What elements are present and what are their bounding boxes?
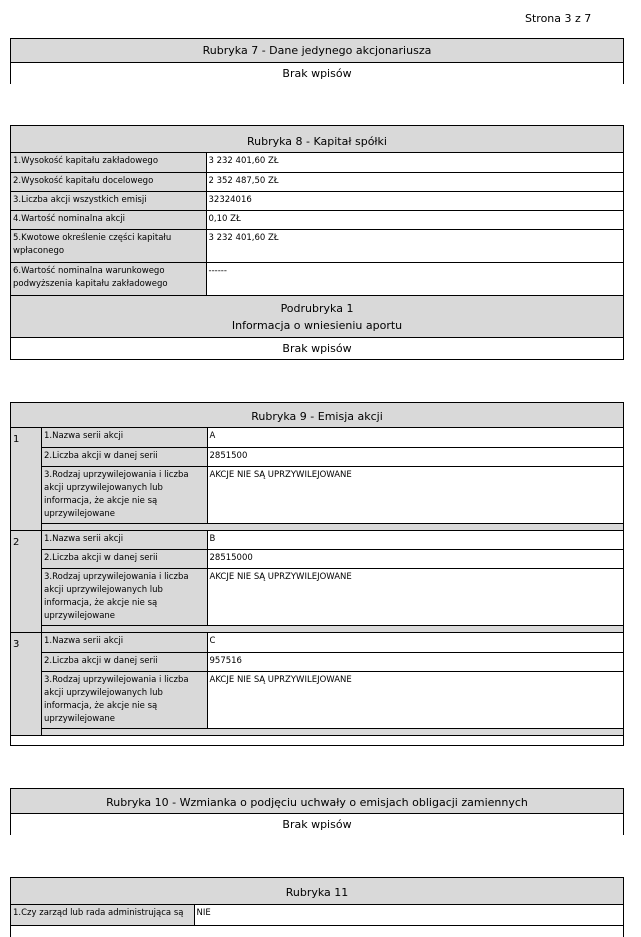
table-row [11, 210, 623, 229]
capital-table [11, 153, 623, 296]
field-label: 6.Wartość nominalna warunkowego podwyższenia kapitału zakładowego [11, 262, 206, 295]
field-value: ------ [206, 262, 623, 295]
table-row [11, 905, 623, 925]
section-r10-title: Rubryka 10 - Wzmianka o podjęciu uchwały o emisjach obligacji zamiennych [11, 789, 623, 814]
section-r10 [10, 788, 624, 835]
field-label: 3.Rodzaj uprzywilejowania i liczba akcji uprzywilejowanych lub informacja, że akcje nie są uprzywilejowane [42, 671, 207, 728]
table-row [11, 191, 623, 210]
table-row [42, 569, 623, 626]
field-value: B [207, 531, 623, 550]
r11-table [11, 905, 623, 926]
section-r11 [10, 877, 624, 937]
table-row [42, 531, 623, 550]
table-row [11, 172, 623, 191]
field-label: 5.Kwotowe określenie części kapitału wpłaconego [11, 229, 206, 262]
field-value: AKCJE NIE SĄ UPRZYWILEJOWANE [207, 569, 623, 626]
table-row [42, 652, 623, 671]
field-label: 1.Nazwa serii akcji [42, 428, 207, 447]
field-label: 2.Wysokość kapitału docelowego [11, 172, 206, 191]
section-r7-title: Rubryka 7 - Dane jedynego akcjonariusza [11, 39, 623, 63]
field-value: AKCJE NIE SĄ UPRZYWILEJOWANE [207, 466, 623, 523]
field-label: 3.Rodzaj uprzywilejowania i liczba akcji uprzywilejowanych lub informacja, że akcje nie są uprzywilejowane [42, 569, 207, 626]
subsection-podrubryka-1 [11, 296, 623, 338]
field-value: A [207, 428, 623, 447]
field-label: 2.Liczba akcji w danej serii [42, 652, 207, 671]
table-row [42, 671, 623, 728]
table-row [42, 428, 623, 447]
field-value: 0,10 ZŁ [206, 210, 623, 229]
subsection-title: Podrubryka 1 [280, 301, 354, 315]
table-row [42, 466, 623, 523]
field-label: 3.Liczba akcji wszystkich emisji [11, 191, 206, 210]
field-value: 957516 [207, 652, 623, 671]
field-label: 2.Liczba akcji w danej serii [42, 447, 207, 466]
section-r9 [10, 402, 624, 746]
table-row [11, 229, 623, 262]
field-value: 3 232 401,60 ZŁ [206, 229, 623, 262]
field-label: 3.Rodzaj uprzywilejowania i liczba akcji uprzywilejowanych lub informacja, że akcje nie są uprzywilejowane [42, 466, 207, 523]
section-r7-note: Brak wpisów [11, 63, 623, 84]
series-table [42, 428, 623, 524]
field-label: 1.Wysokość kapitału zakładowego [11, 153, 206, 172]
share-series-group [11, 633, 623, 736]
field-value: AKCJE NIE SĄ UPRZYWILEJOWANE [207, 671, 623, 728]
field-value: NIE [194, 905, 623, 925]
field-label: 4.Wartość nominalna akcji [11, 210, 206, 229]
series-number: 2 [11, 531, 42, 633]
field-value: 2851500 [207, 447, 623, 466]
section-r8-title: Rubryka 8 - Kapitał spółki [11, 126, 623, 153]
field-label: 2.Liczba akcji w danej serii [42, 550, 207, 569]
field-value: 28515000 [207, 550, 623, 569]
section-r10-note: Brak wpisów [11, 814, 623, 835]
table-row [11, 262, 623, 295]
page-number: Strona 3 z 7 [525, 12, 592, 25]
series-table [42, 531, 623, 627]
series-table [42, 633, 623, 729]
field-value: 2 352 487,50 ZŁ [206, 172, 623, 191]
section-r8 [10, 125, 624, 360]
field-value: C [207, 633, 623, 652]
section-r9-title: Rubryka 9 - Emisja akcji [11, 403, 623, 428]
field-label: 1.Nazwa serii akcji [42, 531, 207, 550]
section-r11-title: Rubryka 11 [11, 878, 623, 905]
share-series-group [11, 428, 623, 531]
table-row [42, 633, 623, 652]
table-row [42, 550, 623, 569]
field-value: 32324016 [206, 191, 623, 210]
series-number: 3 [11, 633, 42, 735]
field-label: 1.Czy zarząd lub rada administrująca są [11, 905, 194, 925]
subsection-subtitle: Informacja o wniesieniu aportu [231, 318, 403, 332]
subsection-note: Brak wpisów [11, 338, 623, 359]
share-series-group [11, 531, 623, 634]
field-label: 1.Nazwa serii akcji [42, 633, 207, 652]
table-row [42, 447, 623, 466]
table-row [11, 153, 623, 172]
field-value: 3 232 401,60 ZŁ [206, 153, 623, 172]
series-number: 1 [11, 428, 42, 530]
section-r7 [10, 38, 624, 84]
share-series-list [11, 428, 623, 736]
